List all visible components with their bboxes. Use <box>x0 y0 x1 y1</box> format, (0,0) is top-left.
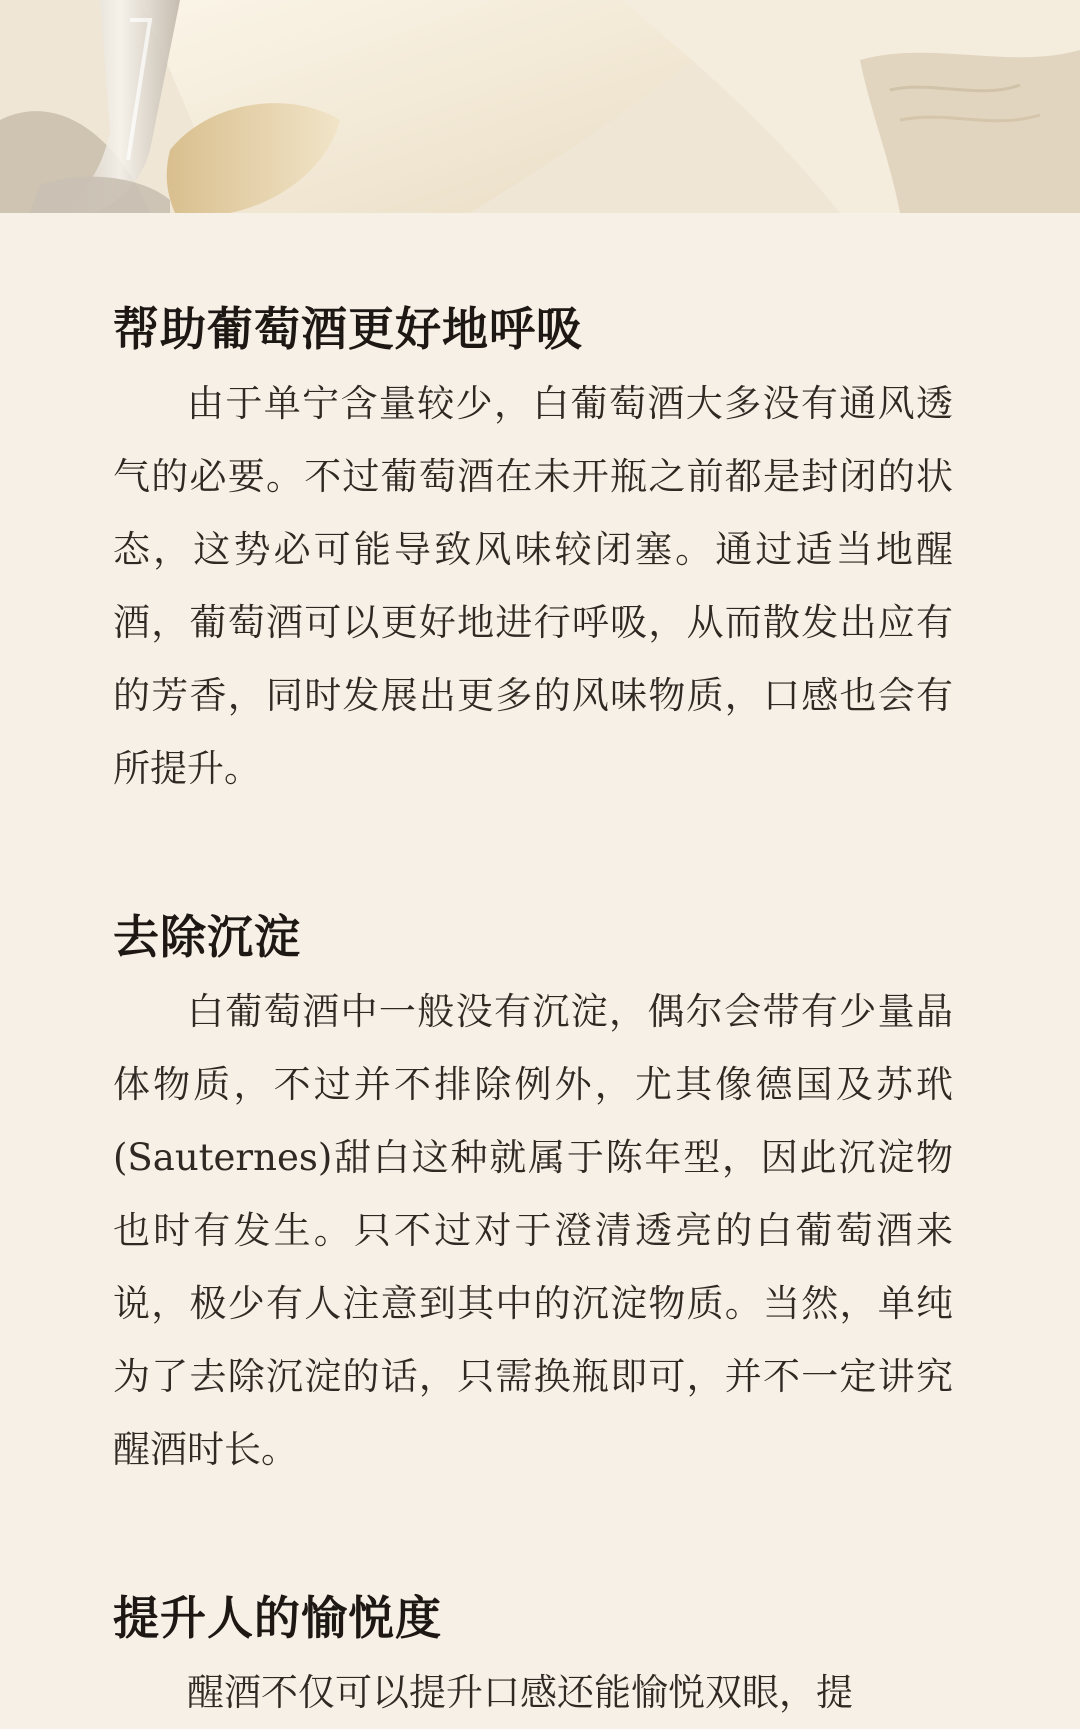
section-paragraph: 醒酒不仅可以提升口感还能愉悦双眼，提 <box>187 1671 853 1714</box>
section-heading: 帮助葡萄酒更好地呼吸 <box>113 302 583 356</box>
section-heading: 去除沉淀 <box>113 910 301 964</box>
section-sediment <box>113 905 953 1486</box>
section-heading: 提升人的愉悦度 <box>113 1591 442 1645</box>
wine-glass-and-cloth-photo <box>0 0 1080 213</box>
article-body <box>113 297 953 1729</box>
section-pleasure <box>113 1586 953 1729</box>
hero-image <box>0 0 1080 213</box>
section-paragraph: 由于单宁含量较少，白葡萄酒大多没有通风透气的必要。不过葡萄酒在未开瓶之前都是封闭的状态，这势必可能导致风味较闭塞。通过适当地醒酒，葡萄酒可以更好地进行呼吸，从而散发出应有的芳香，同时发展出更多的风味物质，口感也会有所提升。 <box>113 382 953 790</box>
section-breathing <box>113 297 953 805</box>
section-paragraph: 白葡萄酒中一般没有沉淀，偶尔会带有少量晶体物质，不过并不排除例外，尤其像德国及苏玳(Sauternes)甜白这种就属于陈年型，因此沉淀物也时有发生。只不过对于澄清透亮的白葡萄酒来说，极少有人注意到其中的沉淀物质。当然，单纯为了去除沉淀的话，只需换瓶即可，并不一定讲究醒酒时长。 <box>113 990 953 1471</box>
